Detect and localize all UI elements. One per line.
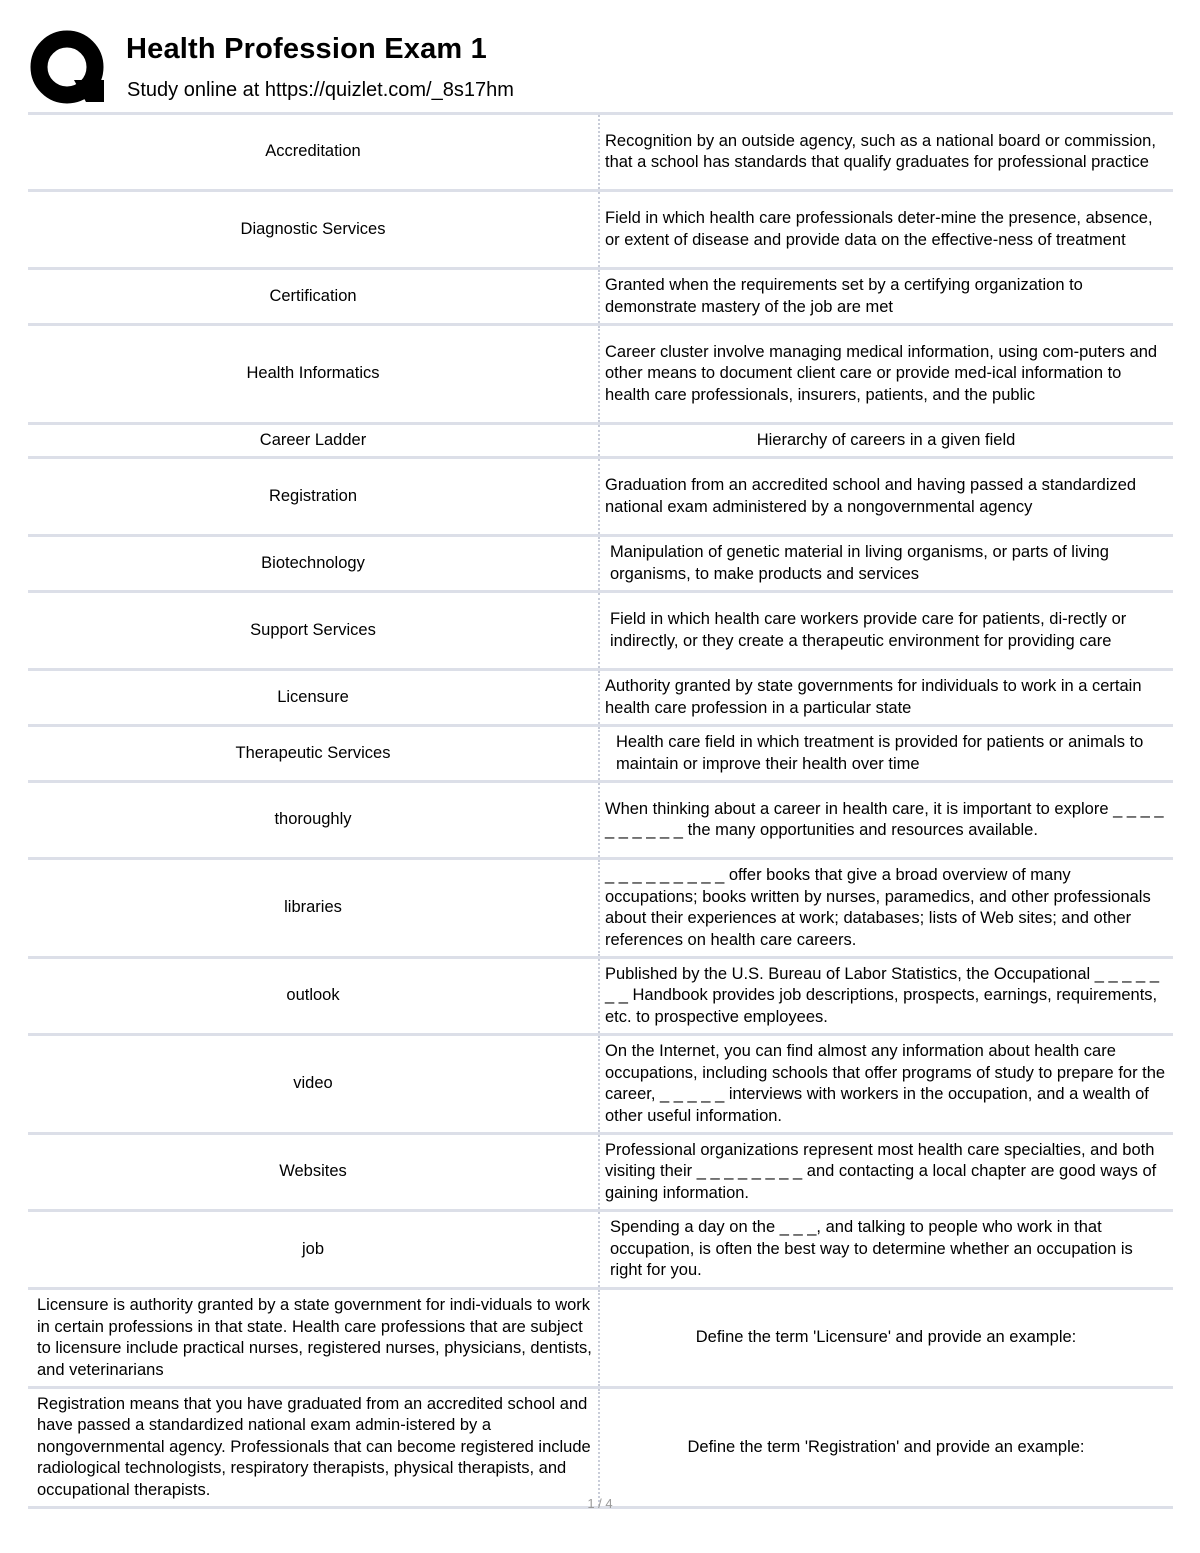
card-definition: Authority granted by state governments for individuals to work in a certain health care profession in a particular state <box>605 677 1142 717</box>
card-definition: Hierarchy of careers in a given field <box>756 430 1016 449</box>
card-term: job <box>28 1212 600 1287</box>
card-row <box>28 459 1173 537</box>
card-term: Websites <box>28 1135 600 1209</box>
card-row <box>28 1290 1173 1389</box>
card-definition: Career cluster involve managing medical information, using com-puters and other means to document client care or provide med-ical information to health care professionals, insurers, patients, and the public <box>605 342 1158 404</box>
card-definition: Spending a day on the _ _ _, and talking to people who work in that occupation, is often the best way to determine whether an occupation is right for you. <box>610 1218 1133 1280</box>
flashcard-table <box>28 112 1173 1509</box>
card-definition: Define the term 'Licensure' and provide an example: <box>695 1328 1077 1347</box>
card-term: Certification <box>28 270 600 323</box>
card-row <box>28 671 1173 727</box>
card-row <box>28 270 1173 326</box>
card-term: Biotechnology <box>28 537 600 590</box>
card-row <box>28 1389 1173 1509</box>
card-definition: Define the term 'Registration' and provide an example: <box>687 1437 1085 1456</box>
quizlet-q-logo-icon <box>30 30 108 108</box>
card-row <box>28 115 1173 192</box>
card-definition: Health care field in which treatment is provided for patients or animals to maintain or improve their health over time <box>616 733 1144 773</box>
card-row <box>28 1212 1173 1290</box>
card-term: Licensure is authority granted by a state government for indi-viduals to work in certain professions in that state. Health care professions that are subject to licensure include practical nurses, registered nurses, physicians, dentists, and veterinarians <box>28 1290 600 1386</box>
card-term: libraries <box>28 860 600 956</box>
card-row <box>28 1135 1173 1212</box>
card-definition: Professional organizations represent most health care specialties, and both visiting their _ _ _ _ _ _ _ _ and contacting a local chapter are good ways of gaining information. <box>605 1140 1157 1202</box>
card-definition: Field in which health care workers provide care for patients, di-rectly or indirectly, or they create a therapeutic environment for providing care <box>610 610 1127 650</box>
card-term: Support Services <box>28 593 600 668</box>
card-row <box>28 192 1173 270</box>
card-definition: Granted when the requirements set by a certifying organization to demonstrate mastery of the job are met <box>605 276 1083 316</box>
card-definition: Manipulation of genetic material in living organisms, or parts of living organisms, to make products and services <box>610 543 1109 583</box>
card-row <box>28 727 1173 783</box>
card-definition: On the Internet, you can find almost any information about health care occupations, including schools that offer programs of study to prepare for the career, _ _ _ _ _ interviews with workers in the occupation, and a wealth of other useful information. <box>605 1042 1166 1125</box>
card-row <box>28 860 1173 959</box>
card-row <box>28 1036 1173 1135</box>
card-term: Accreditation <box>28 115 600 189</box>
page-title: Health Profession Exam 1 <box>126 33 487 65</box>
card-term: Licensure <box>28 671 600 724</box>
card-term: video <box>28 1036 600 1132</box>
card-term: Therapeutic Services <box>28 727 600 780</box>
card-definition: Published by the U.S. Bureau of Labor Statistics, the Occupational _ _ _ _ _ _ _ Handbook provides job descriptions, prospects, earnings, requirements, etc. to prospective employees. <box>605 964 1159 1026</box>
study-online-link[interactable]: Study online at https://quizlet.com/_8s17hm <box>127 79 514 101</box>
card-row <box>28 783 1173 860</box>
page-number: 1 / 4 <box>587 1496 613 1511</box>
card-definition: Field in which health care professionals deter-mine the presence, absence, or extent of disease and provide data on the effective-ness of treatment <box>605 209 1153 249</box>
card-term: thoroughly <box>28 783 600 857</box>
card-row <box>28 326 1173 425</box>
card-term: Health Informatics <box>28 326 600 422</box>
card-definition: Recognition by an outside agency, such as a national board or commission, that a school has standards that qualify graduates for professional practice <box>605 131 1156 171</box>
card-definition: When thinking about a career in health care, it is important to explore _ _ _ _ _ _ _ _ _ _ the many opportunities and resources available. <box>605 799 1164 839</box>
card-term: Registration <box>28 459 600 534</box>
card-term: Diagnostic Services <box>28 192 600 267</box>
card-row <box>28 593 1173 671</box>
card-row <box>28 425 1173 459</box>
card-term: outlook <box>28 959 600 1033</box>
card-term: Career Ladder <box>28 425 600 456</box>
card-definition: _ _ _ _ _ _ _ _ _ offer books that give a broad overview of many occupations; books written by nurses, paramedics, and other professionals about their experiences at work; databases; lists of Web sites; and other references on health care careers. <box>605 866 1151 949</box>
card-term: Registration means that you have graduated from an accredited school and have passed a standardized national exam admin-istered by a nongovernmental agency. Professionals that can become registered include radiological technologists, respiratory therapists, physical therapists, and occupational therapists. <box>28 1389 600 1506</box>
card-row <box>28 537 1173 593</box>
card-row <box>28 959 1173 1036</box>
card-definition: Graduation from an accredited school and having passed a standardized national exam administered by a nongovernmental agency <box>605 476 1137 516</box>
